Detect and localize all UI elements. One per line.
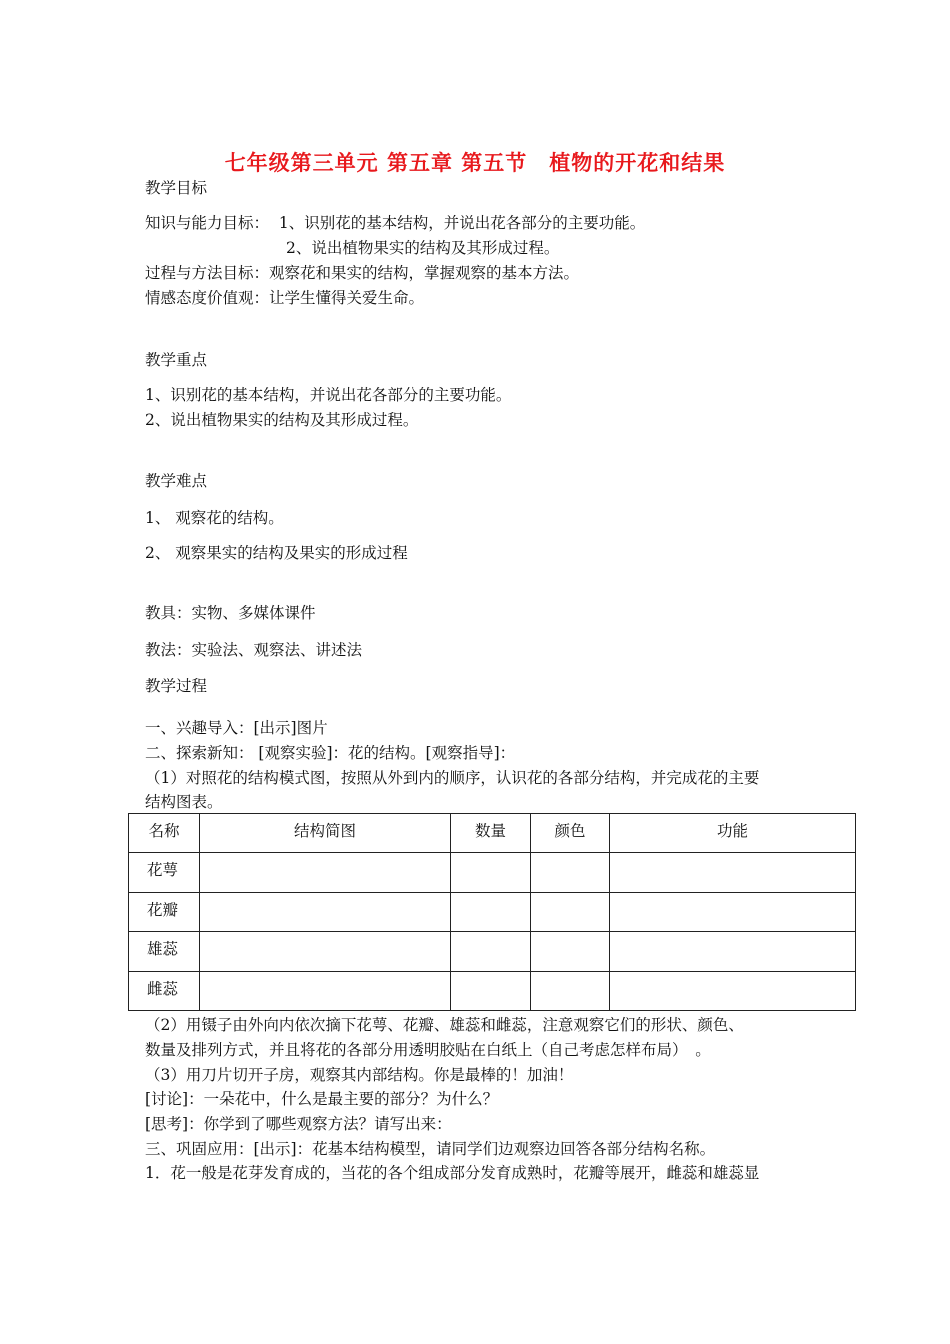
difficulty-2: 2、 观察果实的结构及果实的形成过程 bbox=[145, 544, 408, 562]
table-cell[interactable] bbox=[610, 892, 856, 931]
step-ovary: （3）用刀片切开子房，观察其内部结构。你是最棒的！加油！ bbox=[145, 1066, 574, 1084]
step-dissect-line-1: （2）用镊子由外向内依次摘下花萼、花瓣、雄蕊和雌蕊，注意观察它们的形状、颜色、 bbox=[145, 1016, 744, 1034]
table-cell[interactable] bbox=[531, 853, 610, 892]
table-header-function: 功能 bbox=[610, 814, 856, 853]
flower-structure-table bbox=[128, 813, 856, 1011]
knowledge-item-1: 1、识别花的基本结构，并说出花各部分的主要功能。 bbox=[278, 214, 646, 232]
emotion-objective: 情感态度价值观：让学生懂得关爱生命。 bbox=[145, 289, 425, 307]
table-cell[interactable] bbox=[531, 892, 610, 931]
row-label-sepal: 花萼 bbox=[129, 853, 200, 892]
objectives-heading: 教学目标 bbox=[145, 179, 208, 197]
reflection: [思考]：你学到了哪些观察方法？请写出来： bbox=[145, 1115, 452, 1133]
table-header-quantity: 数量 bbox=[451, 814, 531, 853]
consolidation: 三、巩固应用：[出示]：花基本结构模型，请同学们边观察边回答各部分结构名称。 bbox=[145, 1140, 716, 1158]
step-explore: 二、探索新知： [观察实验]：花的结构。[观察指导]： bbox=[145, 744, 516, 762]
table-cell[interactable] bbox=[200, 853, 451, 892]
table-header-color: 颜色 bbox=[531, 814, 610, 853]
teaching-methods: 教法：实验法、观察法、讲述法 bbox=[145, 641, 363, 659]
table-row bbox=[129, 971, 856, 1010]
knowledge-objective-2: 2、说出植物果实的结构及其形成过程。 bbox=[286, 239, 560, 257]
table-cell[interactable] bbox=[531, 932, 610, 971]
table-cell[interactable] bbox=[610, 853, 856, 892]
discussion: [讨论]：一朵花中，什么是最主要的部分？为什么？ bbox=[145, 1090, 499, 1108]
table-header-row bbox=[129, 814, 856, 853]
key-point-1: 1、识别花的基本结构，并说出花各部分的主要功能。 bbox=[145, 386, 512, 404]
difficulty-1: 1、 观察花的结构。 bbox=[145, 509, 284, 527]
table-cell[interactable] bbox=[610, 971, 856, 1010]
key-point-2: 2、说出植物果实的结构及其形成过程。 bbox=[145, 411, 419, 429]
teaching-tools: 教具：实物、多媒体课件 bbox=[145, 604, 316, 622]
step-intro: 一、兴趣导入：[出示]图片 bbox=[145, 719, 328, 737]
consolidation-item-1: 1．花一般是花芽发育成的，当花的各个组成部分发育成熟时，花瓣等展开，雌蕊和雄蕊显 bbox=[145, 1164, 760, 1182]
table-cell[interactable] bbox=[200, 892, 451, 931]
table-header-name: 名称 bbox=[129, 814, 200, 853]
process-objective: 过程与方法目标：观察花和果实的结构，掌握观察的基本方法。 bbox=[145, 264, 580, 282]
table-cell[interactable] bbox=[451, 853, 531, 892]
table-row bbox=[129, 853, 856, 892]
document-title: 七年级第三单元 第五章 第五节 植物的开花和结果 bbox=[224, 151, 726, 175]
table-row bbox=[129, 932, 856, 971]
table-cell[interactable] bbox=[200, 971, 451, 1010]
table-cell[interactable] bbox=[451, 971, 531, 1010]
table-row bbox=[129, 892, 856, 931]
row-label-pistil: 雌蕊 bbox=[129, 971, 200, 1010]
knowledge-objective-1 bbox=[145, 213, 645, 233]
step-observe-line-2: 结构图表。 bbox=[145, 793, 223, 811]
table-cell[interactable] bbox=[200, 932, 451, 971]
table-cell[interactable] bbox=[451, 932, 531, 971]
row-label-petal: 花瓣 bbox=[129, 892, 200, 931]
key-points-heading: 教学重点 bbox=[145, 351, 208, 369]
step-observe-line-1: （1）对照花的结构模式图，按照从外到内的顺序，认识花的各部分结构，并完成花的主要 bbox=[145, 769, 760, 787]
table-cell[interactable] bbox=[451, 892, 531, 931]
knowledge-label: 知识与能力目标： bbox=[145, 214, 270, 232]
difficulties-heading: 教学难点 bbox=[145, 472, 208, 490]
process-heading: 教学过程 bbox=[145, 677, 208, 695]
row-label-stamen: 雄蕊 bbox=[129, 932, 200, 971]
step-dissect-line-2: 数量及排列方式，并且将花的各部分用透明胶贴在白纸上（自己考虑怎样布局） 。 bbox=[145, 1041, 711, 1059]
table-cell[interactable] bbox=[610, 932, 856, 971]
table-cell[interactable] bbox=[531, 971, 610, 1010]
table-header-diagram: 结构简图 bbox=[200, 814, 451, 853]
